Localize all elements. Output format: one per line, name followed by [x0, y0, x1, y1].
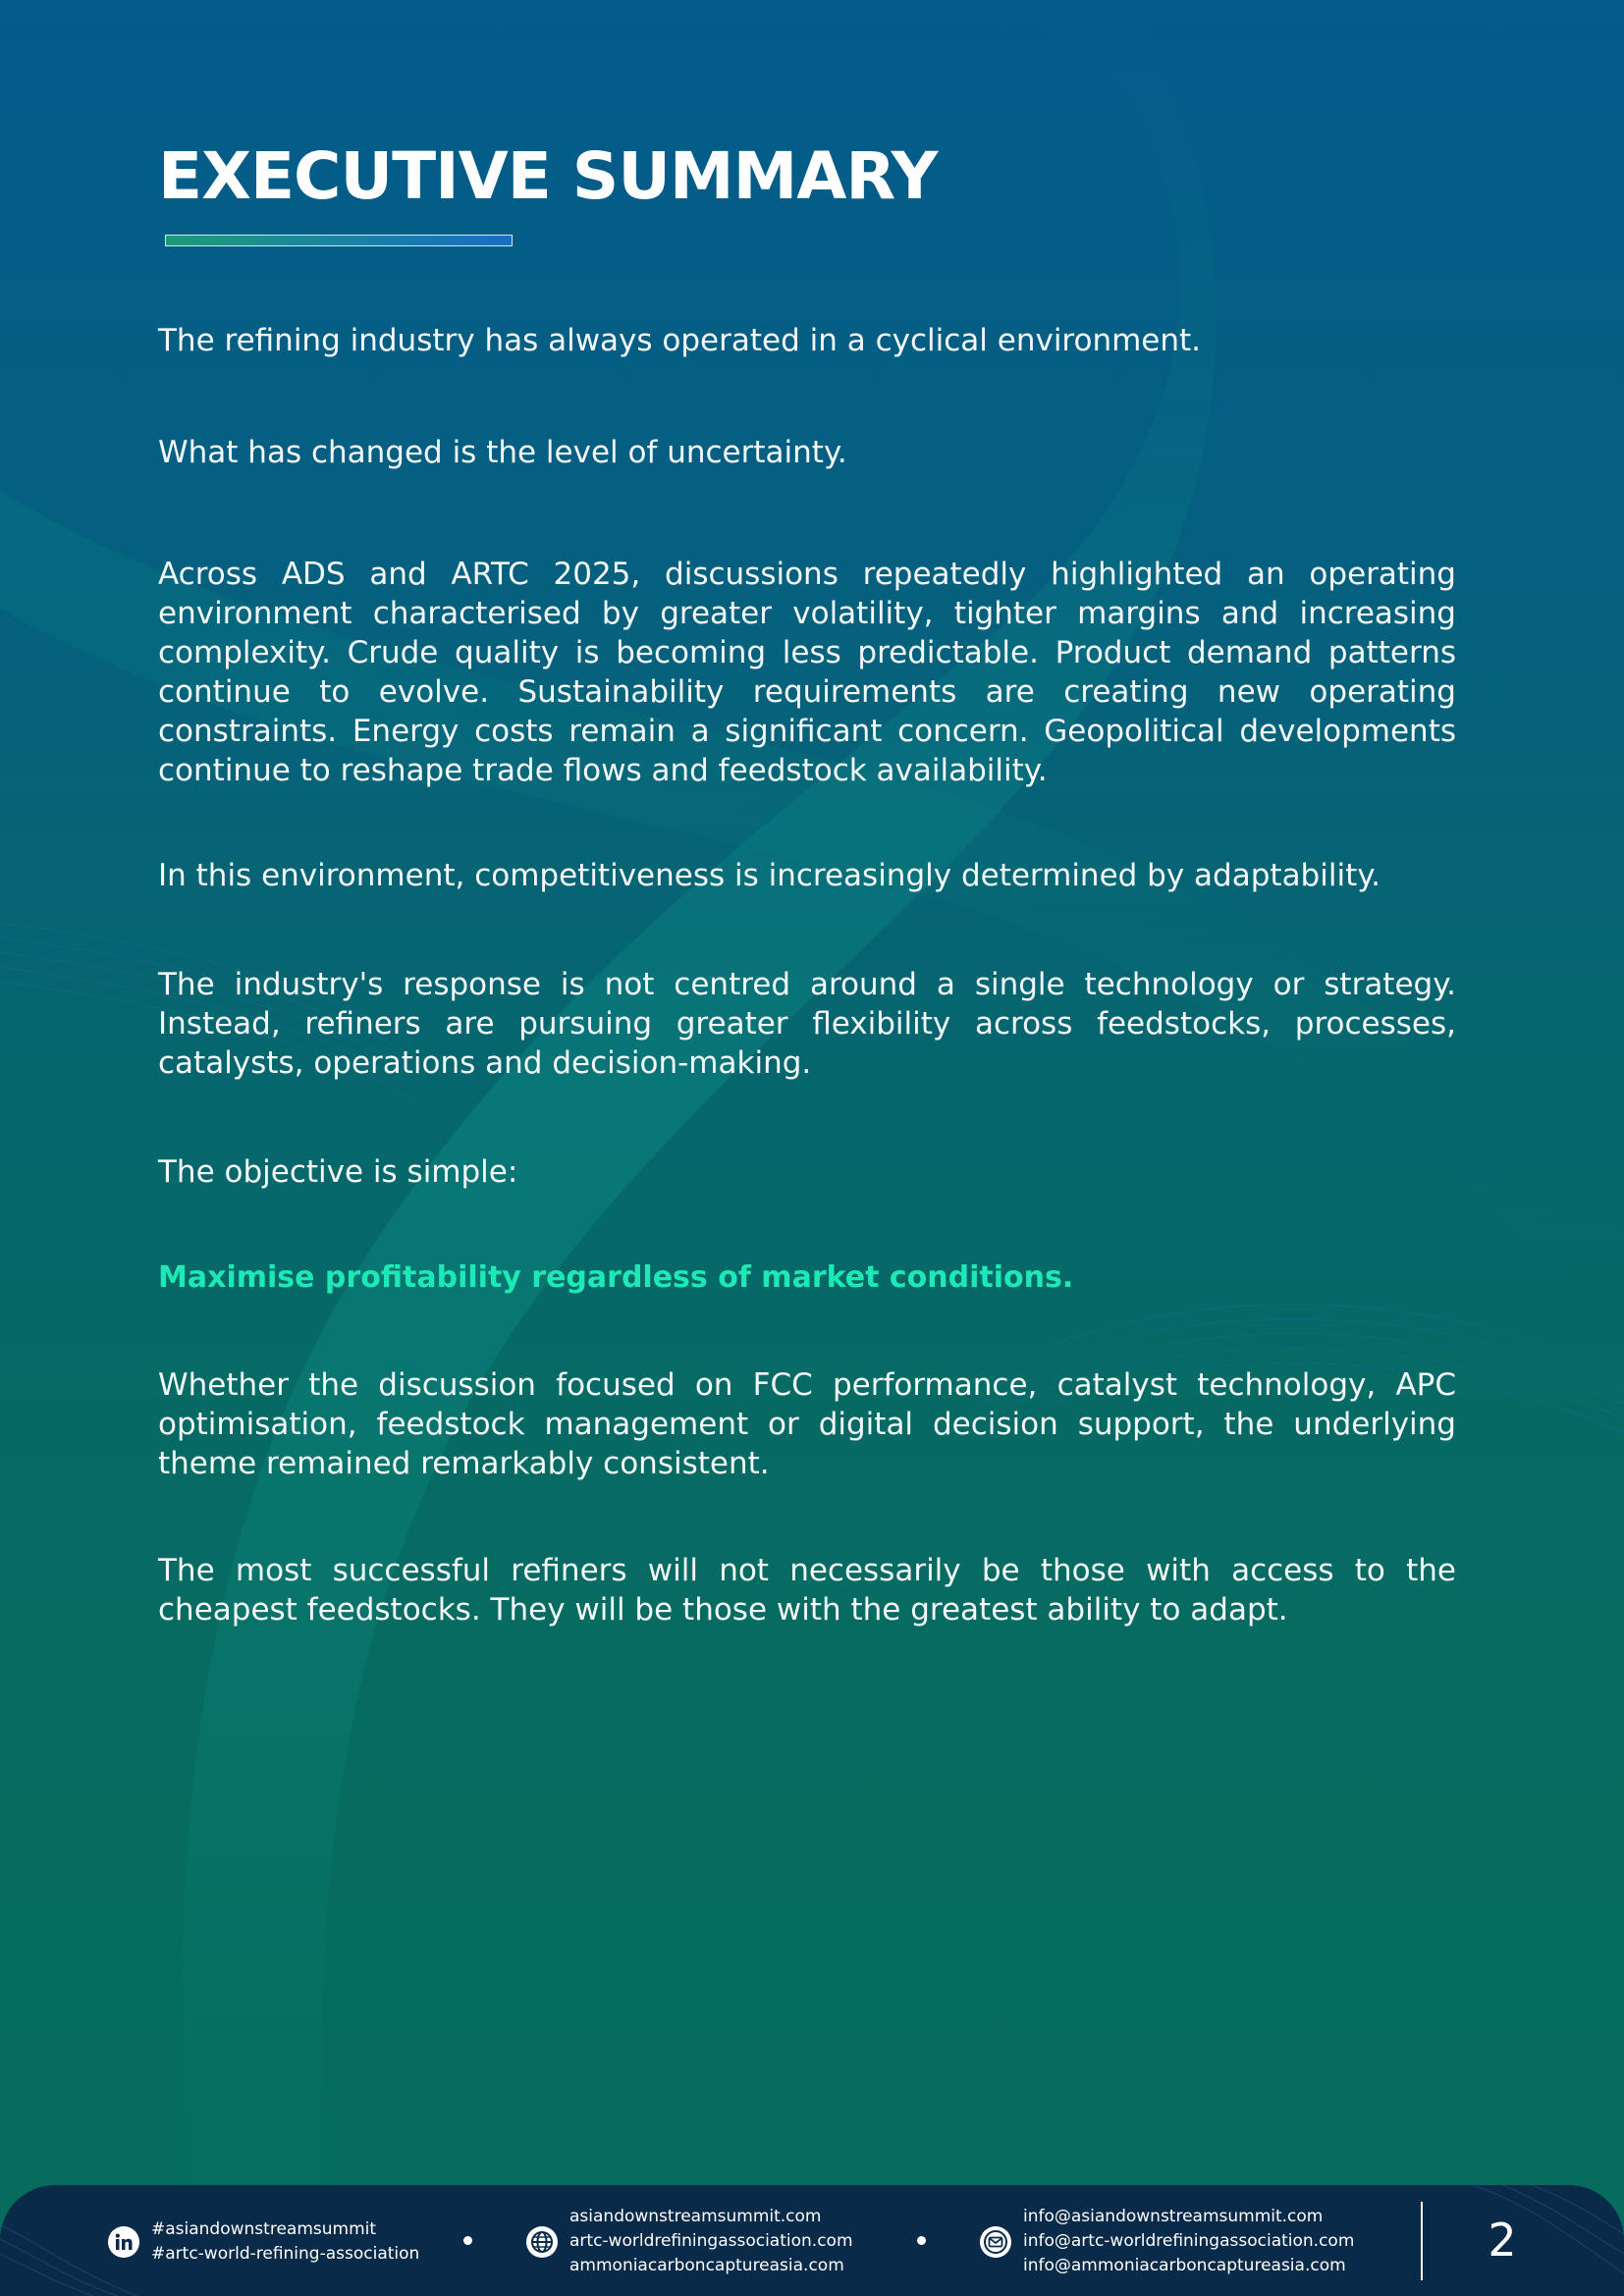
- paragraph-4: In this environment, competitiveness is increasingly determined by adaptability.: [158, 858, 1381, 893]
- footer-separator-dot: [917, 2236, 926, 2245]
- page-title: EXECUTIVE SUMMARY: [158, 138, 938, 214]
- website-link-1[interactable]: asiandownstreamsummit.com: [569, 2207, 822, 2226]
- website-link-3[interactable]: ammoniacarboncaptureasia.com: [569, 2256, 844, 2275]
- paragraph-8: The most successful refiners will not necessarily be those with access to the cheapest feedstocks. They will be those with the greatest ability to adapt.: [158, 1553, 1456, 1628]
- email-link-2[interactable]: info@artc-worldrefiningassociation.com: [1023, 2231, 1355, 2251]
- email-link-1[interactable]: info@asiandownstreamsummit.com: [1023, 2207, 1324, 2226]
- paragraph-6: The objective is simple:: [158, 1154, 518, 1190]
- website-link-2[interactable]: artc-worldrefiningassociation.com: [569, 2231, 853, 2251]
- paragraph-5: The industry's response is not centred around a single technology or strategy. Instead, refiners are pursuing greater flexibility across feedstocks, processes, catalysts, operations and decision-making.: [158, 967, 1456, 1081]
- footer: [0, 2185, 1624, 2296]
- social-hashtag-1[interactable]: #asiandownstreamsummit: [151, 2219, 377, 2239]
- footer-social: [108, 2217, 419, 2267]
- highlight-statement: Maximise profitability regardless of market conditions.: [158, 1260, 1074, 1295]
- footer-divider: [1421, 2202, 1423, 2280]
- footer-websites: [526, 2205, 853, 2278]
- footer-emails: [980, 2205, 1354, 2278]
- mail-icon: [980, 2226, 1011, 2258]
- page-number: 2: [1488, 2214, 1517, 2267]
- footer-separator-dot: [463, 2236, 472, 2245]
- social-hashtag-2[interactable]: #artc-world-refining-association: [151, 2244, 420, 2264]
- paragraph-2: What has changed is the level of uncertainty.: [158, 435, 847, 470]
- paragraph-1: The refining industry has always operated in a cyclical environment.: [158, 323, 1202, 358]
- paragraph-3: Across ADS and ARTC 2025, discussions repeatedly highlighted an operating environment characterised by greater volatility, tighter margins and increasing complexity. Crude quality is becoming less predictable. Product demand patterns continue to evolve. Sustainability requirements are creating new operating constraints. Energy costs remain a significant concern. Geopolitical developments continue to reshape trade flows and feedstock availability.: [158, 557, 1456, 788]
- title-underline: [165, 235, 513, 246]
- paragraph-7: Whether the discussion focused on FCC performance, catalyst technology, APC optimisation, feedstock management or digital decision support, the underlying theme remained remarkably consistent.: [158, 1367, 1456, 1481]
- linkedin-icon[interactable]: [108, 2226, 139, 2258]
- email-link-3[interactable]: info@ammoniacarboncaptureasia.com: [1023, 2256, 1346, 2275]
- globe-icon: [526, 2226, 558, 2258]
